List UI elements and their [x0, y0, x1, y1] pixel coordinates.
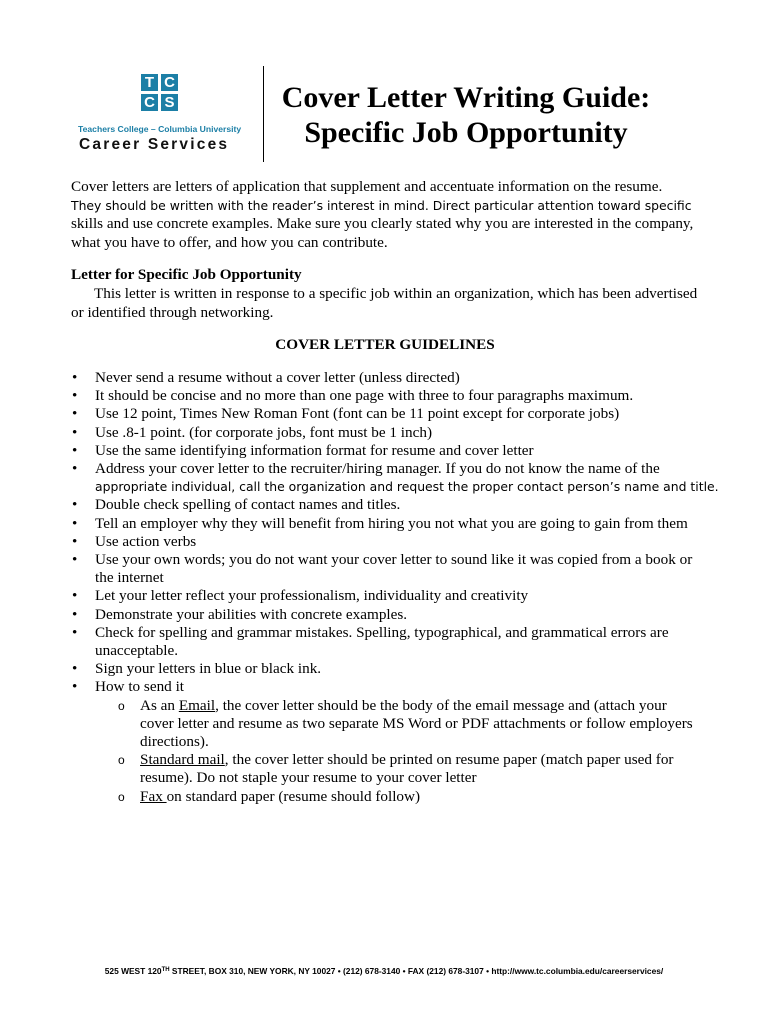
- intro-line: Cover letters are letters of application that supplement and accentuate information on the resume.: [71, 178, 663, 195]
- section-paragraph: [71, 285, 711, 322]
- guideline-item: [71, 606, 721, 624]
- send-method-term: Standard mail: [140, 751, 225, 769]
- logo-subtitle: Teachers College – Columbia University: [78, 124, 242, 134]
- section-line: This letter is written in response to a specific job within an organization, which has been advertised: [94, 285, 698, 302]
- guideline-item: [71, 369, 721, 387]
- title-line-1: Cover Letter Writing Guide:: [281, 81, 651, 114]
- logo-tile: C: [141, 94, 158, 111]
- guideline-text: unacceptable.: [95, 642, 179, 660]
- guideline-item: [71, 660, 721, 678]
- send-methods-list: [95, 697, 721, 806]
- guideline-text: • Use action verbs: [95, 532, 197, 550]
- header-divider: [263, 66, 264, 162]
- guideline-text: • Use the same identifying information format for resume and cover letter: [95, 441, 534, 459]
- guideline-text: • Double check spelling of contact names and titles.: [95, 496, 401, 514]
- guidelines-title: COVER LETTER GUIDELINES: [275, 336, 495, 353]
- send-method-text: [140, 751, 721, 769]
- logo-name: Career Services: [79, 136, 230, 153]
- guideline-text: • Check for spelling and grammar mistakes. Spelling, typographical, and grammatical errors are: [95, 623, 669, 641]
- send-method-text: [140, 697, 721, 715]
- send-method-text: [140, 788, 721, 806]
- intro-line: They should be written with the reader’s interest in mind. Direct particular attention toward specific: [71, 197, 692, 213]
- guideline-text: • Use your own words; you do not want your cover letter to sound like it was copied from a book or: [95, 551, 693, 569]
- section-heading: Letter for Specific Job Opportunity: [71, 266, 302, 283]
- send-method-text: resume). Do not staple your resume to your cover letter: [140, 769, 477, 787]
- send-method-rest: on standard paper (resume should follow): [166, 787, 421, 805]
- guideline-text: • Use .8-1 point. (for corporate jobs, font must be 1 inch): [95, 423, 433, 441]
- tccs-logo-mark: [141, 74, 178, 111]
- guideline-item: [71, 587, 721, 605]
- footer-superscript: TH: [161, 967, 170, 973]
- send-method-text: directions).: [140, 733, 209, 751]
- footer-text-start: 525 WEST 120: [104, 966, 162, 976]
- footer-text-end: STREET, BOX 310, NEW YORK, NY 10027 • (212) 678-3140 • FAX (212) 678-3107 • http://www.tc.columbia.edu/careerservices/: [169, 966, 664, 976]
- send-method-rest: , the cover letter should be the body of the email message and (attach your: [215, 696, 667, 714]
- send-method-prefix: As an: [140, 696, 179, 714]
- guideline-item: [71, 551, 721, 587]
- intro-paragraph: [71, 178, 711, 252]
- guideline-item: [71, 442, 721, 460]
- intro-line: what you have to offer, and how you can contribute.: [71, 233, 388, 251]
- guideline-item: [71, 678, 721, 805]
- guideline-text: appropriate individual, call the organization and request the proper contact person’s name and title.: [95, 479, 719, 495]
- send-method-item: [95, 751, 721, 787]
- send-method-item: [95, 788, 721, 806]
- logo-tile: C: [161, 74, 178, 91]
- send-method-term: Fax: [140, 787, 167, 805]
- logo-tile: S: [161, 94, 178, 111]
- guideline-item: [71, 460, 721, 496]
- guideline-text: • Sign your letters in blue or black ink.: [95, 660, 322, 678]
- guideline-item: [71, 496, 721, 514]
- logo-tile: T: [141, 74, 158, 91]
- guideline-text: • Tell an employer why they will benefit from hiring you not what you are going to gain from them: [95, 514, 688, 532]
- guideline-item: [71, 515, 721, 533]
- guideline-text: • How to send it: [95, 678, 185, 696]
- guideline-text: the internet: [95, 569, 164, 587]
- guideline-text: • Address your cover letter to the recruiter/hiring manager. If you do not know the name of the: [95, 460, 660, 478]
- section-line: or identified through networking.: [71, 303, 274, 321]
- guideline-item: [71, 624, 721, 660]
- guideline-text: • Demonstrate your abilities with concrete examples.: [95, 605, 408, 623]
- send-method-rest: , the cover letter should be printed on resume paper (match paper used for: [224, 751, 674, 769]
- guideline-item: [71, 533, 721, 551]
- title-line-2: Specific Job Opportunity: [304, 116, 628, 149]
- guideline-text: • Use 12 point, Times New Roman Font (font can be 11 point except for corporate jobs): [95, 405, 620, 423]
- footer-address: [0, 966, 768, 976]
- guideline-text: • Never send a resume without a cover letter (unless directed): [95, 369, 460, 386]
- guideline-text: • It should be concise and no more than one page with three to four paragraphs maximum.: [95, 387, 634, 405]
- send-method-item: [95, 697, 721, 752]
- guideline-text: • Let your letter reflect your professionalism, individuality and creativity: [95, 587, 529, 605]
- guideline-item: [71, 405, 721, 423]
- send-method-text: cover letter and resume as two separate MS Word or PDF attachments or follow employers: [140, 714, 693, 732]
- guideline-item: [71, 424, 721, 442]
- guideline-item: [71, 387, 721, 405]
- intro-line: skills and use concrete examples. Make sure you clearly stated why you are interested in the company,: [71, 215, 694, 232]
- send-method-term: Email: [178, 696, 216, 714]
- guidelines-list: [71, 369, 721, 806]
- page-title: [266, 80, 666, 150]
